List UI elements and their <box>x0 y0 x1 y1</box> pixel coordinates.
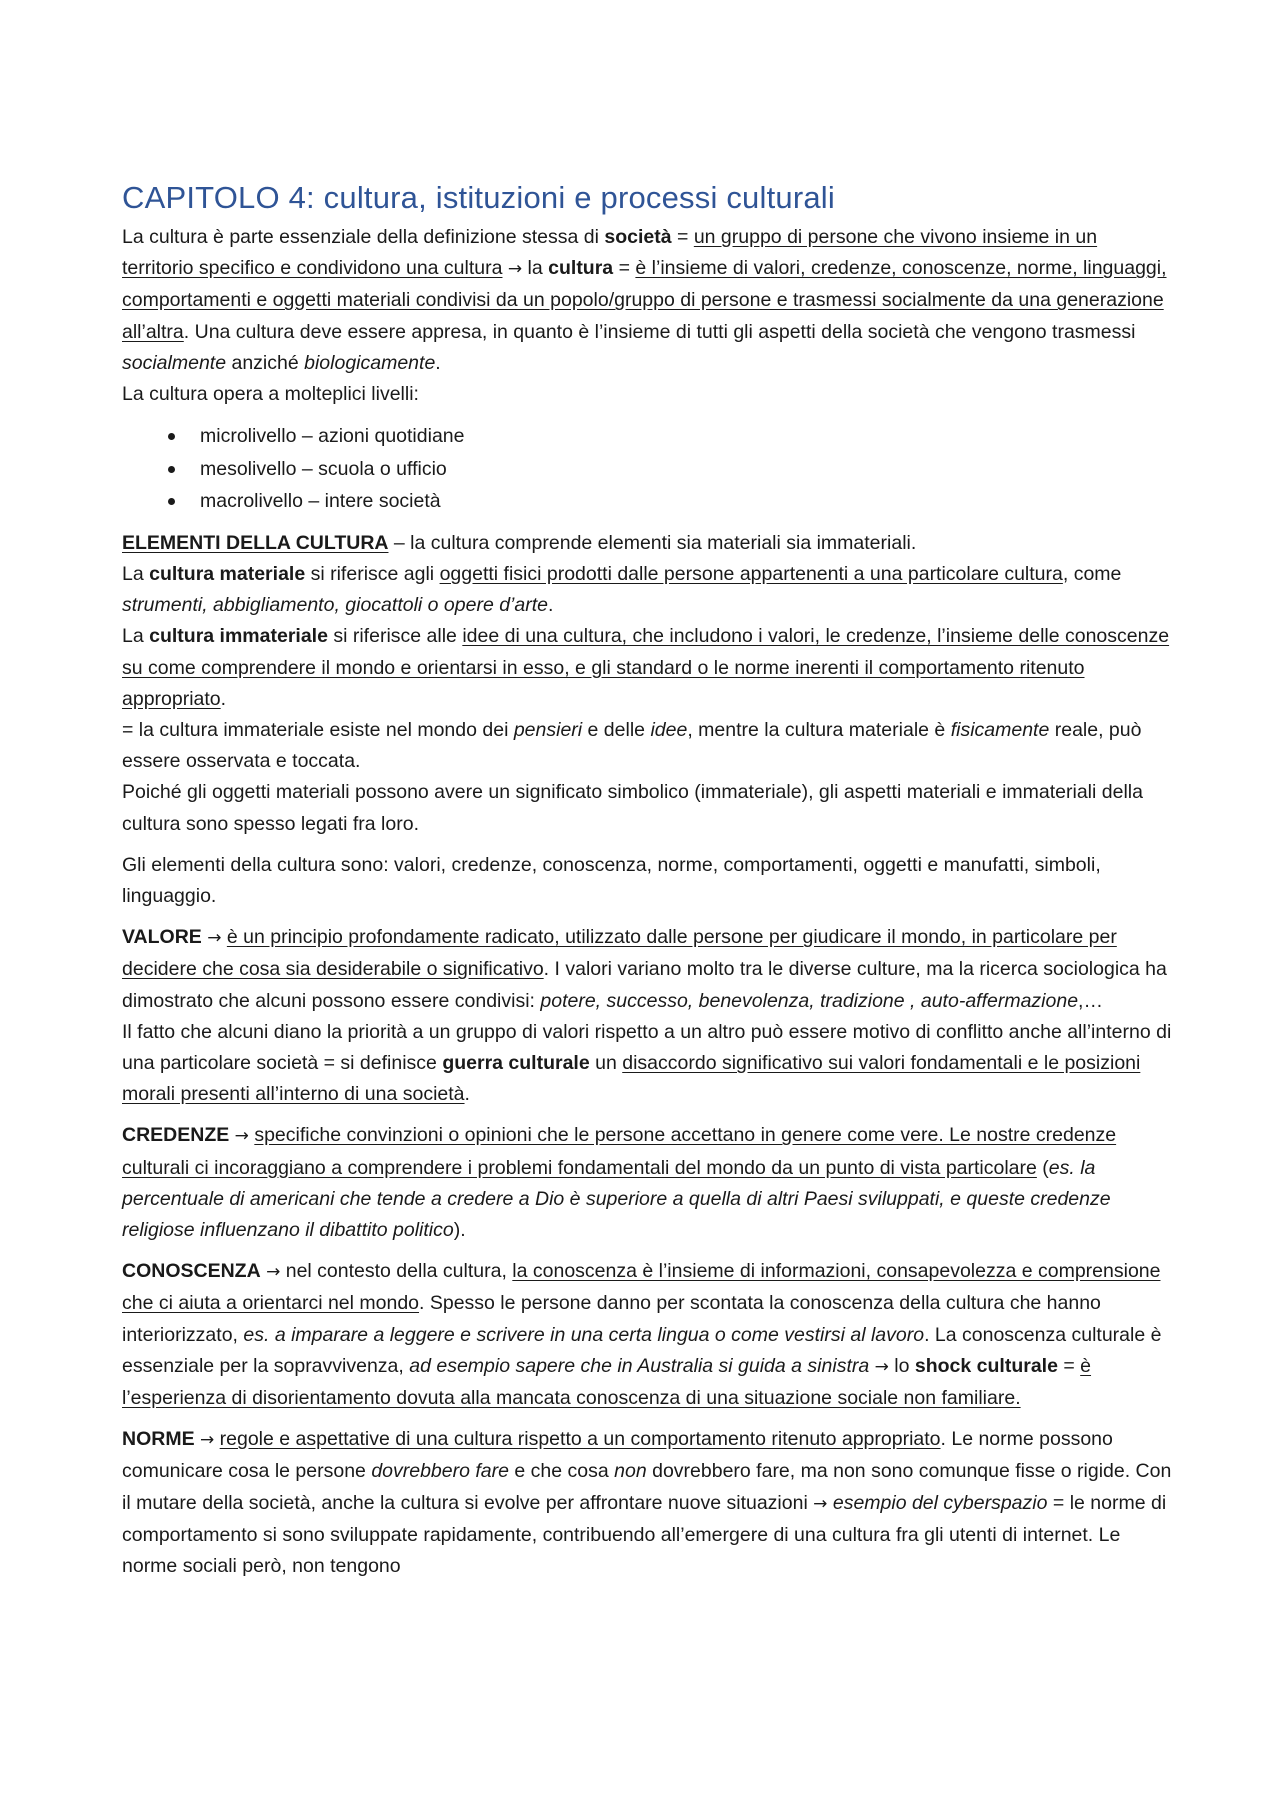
text: . Le norme possono comunicare cosa le persone <box>122 1428 1113 1483</box>
valore-paragraph <box>122 922 1172 1017</box>
text: La <box>122 562 150 585</box>
italic-text: idee <box>650 718 688 741</box>
arrow-icon: → <box>194 1430 220 1451</box>
text: . Spesso le persone danno per scontata la conoscenza della cultura che hanno interiorizzato, <box>122 1292 1101 1346</box>
text: . I valori variano molto tra le diverse culture, ma la ricerca sociologica ha dimostrato che alcuni possono essere condivisi: <box>122 958 1167 1012</box>
italic-text: esempio del cyberspazio <box>832 1491 1048 1514</box>
arrow-icon: → <box>869 1356 895 1377</box>
text: = <box>671 226 694 248</box>
arrow-icon: → <box>201 928 227 949</box>
elements-list-paragraph: Gli elementi della cultura sono: valori, credenze, conoscenza, norme, comportamenti, oggetti e manufatti, simboli, linguaggio. <box>122 853 1101 907</box>
text: ( <box>1036 1156 1049 1179</box>
text: la <box>527 257 549 280</box>
text: reale, può essere osservata e toccata. <box>122 718 1142 773</box>
text: un <box>589 1051 623 1074</box>
italic-text: socialmente <box>122 351 227 374</box>
italic-text: biologicamente <box>304 351 436 374</box>
arrow-icon: → <box>260 1262 286 1283</box>
text: nel contesto della cultura, <box>285 1260 513 1283</box>
arrow-icon: → <box>502 259 528 280</box>
levels-list <box>122 420 1172 518</box>
definition: è l’esperienza di disorientamento dovuta alla mancata conoscenza di una situazione sociale non familiare. <box>122 1354 1092 1409</box>
definition: specifiche convinzioni o opinioni che le persone accettano in genere come vere. Le nostre credenze culturali ci incoraggiano a comprendere i problemi fondamentali del mondo da un punto di vista particolare <box>122 1124 1117 1179</box>
text: Il fatto che alcuni diano la priorità a un gruppo di valori rispetto a un altro può essere motivo di conflitto anche all’interno di una particolare società = si definisce <box>122 1020 1172 1074</box>
elementi-intro <box>122 528 1172 559</box>
text: . <box>548 594 554 617</box>
text: , mentre la cultura materiale è <box>687 718 951 741</box>
italic-text: potere, successo, benevolenza, tradizione , auto-affermazione <box>540 989 1079 1012</box>
text: . <box>220 687 227 710</box>
text: si riferisce agli <box>305 562 440 585</box>
list-item: microlivello – azioni quotidiane <box>200 420 1172 453</box>
italic-text: es. a imparare a leggere e scrivere in una certa lingua o come vestirsi al lavoro <box>243 1323 925 1346</box>
intro-paragraph <box>122 222 1172 379</box>
text: e delle <box>582 718 651 741</box>
definition-societa: un gruppo di persone che vivono insieme in un territorio specifico e condividono una cultura <box>122 226 1098 280</box>
text: anziché <box>226 351 305 374</box>
text: = la cultura immateriale esiste nel mondo dei <box>122 718 514 741</box>
section-heading-norme: NORME <box>122 1428 195 1451</box>
list-item: macrolivello – intere società <box>200 485 1172 518</box>
term-shock-culturale: shock culturale <box>914 1354 1058 1377</box>
text: . La conoscenza culturale è essenziale per la sopravvivenza, <box>122 1323 1162 1377</box>
definition: la conoscenza è l’insieme di informazioni, consapevolezza e comprensione che ci aiuta a orientarci nel mondo <box>122 1260 1161 1315</box>
italic-text: ad esempio sapere che in Australia si guida a sinistra <box>409 1354 870 1377</box>
text: – la cultura comprende elementi sia materiali sia immateriali. <box>388 531 917 554</box>
text: = <box>613 257 636 280</box>
definition: idee di una cultura, che includono i valori, le credenze, l’insieme delle conoscenze su come comprendere il mondo e orientarsi in esso, e gli standard o le norme inerenti il comportamento ritenuto appropriato <box>122 625 1170 710</box>
cultura-materiale-paragraph <box>122 559 1172 621</box>
guerra-culturale-paragraph <box>122 1017 1172 1111</box>
text: . <box>435 351 441 374</box>
term-societa: società <box>604 226 672 248</box>
symbolic-paragraph: Poiché gli oggetti materiali possono avere un significato simbolico (immateriale), gli aspetti materiali e immateriali della cultura sono spesso legati fra loro. <box>122 781 1143 835</box>
text: dovrebbero fare, ma non sono comunque fisse o rigide. Con il mutare della società, anche la cultura si evolve per affrontare nuove situazioni <box>122 1460 1172 1514</box>
italic-text: pensieri <box>513 718 583 741</box>
cultura-immateriale-paragraph <box>122 621 1172 715</box>
arrow-icon: → <box>807 1493 833 1514</box>
term-guerra-culturale: guerra culturale <box>442 1051 590 1074</box>
comparison-paragraph <box>122 715 1172 777</box>
section-heading-elementi: ELEMENTI DELLA CULTURA <box>122 531 389 554</box>
italic-text: fisicamente <box>950 718 1050 741</box>
italic-text: es. la percentuale di americani che tende a credere a Dio è superiore a quella di altri Paesi sviluppati, e queste credenze religiose influenzano il dibattito politico <box>122 1156 1111 1241</box>
term-cultura: cultura <box>548 257 614 280</box>
definition: regole e aspettative di una cultura rispetto a un comportamento ritenuto appropriato <box>219 1428 941 1451</box>
italic-text: non <box>614 1460 647 1483</box>
text: ,… <box>1078 989 1103 1012</box>
definition: oggetti fisici prodotti dalle persone appartenenti a una particolare cultura <box>439 562 1063 585</box>
conoscenza-paragraph <box>122 1256 1172 1414</box>
term-cultura-immateriale: cultura immateriale <box>149 625 328 648</box>
list-item: mesolivello – scuola o ufficio <box>200 453 1172 486</box>
text: La cultura è parte essenziale della definizione stessa di <box>122 226 605 248</box>
arrow-icon: → <box>229 1126 255 1147</box>
text: lo <box>894 1354 915 1377</box>
text: . <box>464 1083 470 1106</box>
levels-intro: La cultura opera a molteplici livelli: <box>122 383 419 406</box>
italic-text: dovrebbero fare <box>371 1460 509 1483</box>
text: = <box>1057 1354 1081 1377</box>
document-page <box>122 180 1172 1582</box>
text: . Una cultura deve essere appresa, in quanto è l’insieme di tutti gli aspetti della società che vengono trasmessi <box>183 320 1136 343</box>
page-title: CAPITOLO 4: cultura, istituzioni e processi culturali <box>122 180 835 215</box>
section-heading-conoscenza: CONOSCENZA <box>122 1260 261 1283</box>
text: si riferisce alle <box>327 625 463 648</box>
text: e che cosa <box>508 1460 615 1483</box>
definition: è un principio profondamente radicato, utilizzato dalle persone per giudicare il mondo, in particolare per decidere che cosa sia desiderabile o significativo <box>122 926 1117 981</box>
term-cultura-materiale: cultura materiale <box>149 562 306 585</box>
credenze-paragraph <box>122 1120 1172 1246</box>
text: ). <box>453 1218 466 1241</box>
definition-cultura: è l’insieme di valori, credenze, conoscenze, norme, linguaggi, comportamenti e oggetti materiali condivisi da un popolo/gruppo di persone e trasmessi socialmente da una generazione all’altra <box>122 257 1167 343</box>
italic-text: strumenti, abbigliamento, giocattoli o opere d’arte <box>122 594 548 617</box>
text: = le norme di comportamento si sono sviluppate rapidamente, contribuendo all’emergere di una cultura fra gli utenti di internet. Le norme sociali però, non tengono <box>122 1491 1167 1578</box>
section-heading-credenze: CREDENZE <box>122 1124 230 1147</box>
norme-paragraph <box>122 1424 1172 1582</box>
definition: disaccordo significativo sui valori fondamentali e le posizioni morali presenti all’interno di una società <box>122 1051 1141 1106</box>
text: La <box>122 625 150 648</box>
section-heading-valore: VALORE <box>122 926 202 949</box>
text: , come <box>1062 562 1122 585</box>
